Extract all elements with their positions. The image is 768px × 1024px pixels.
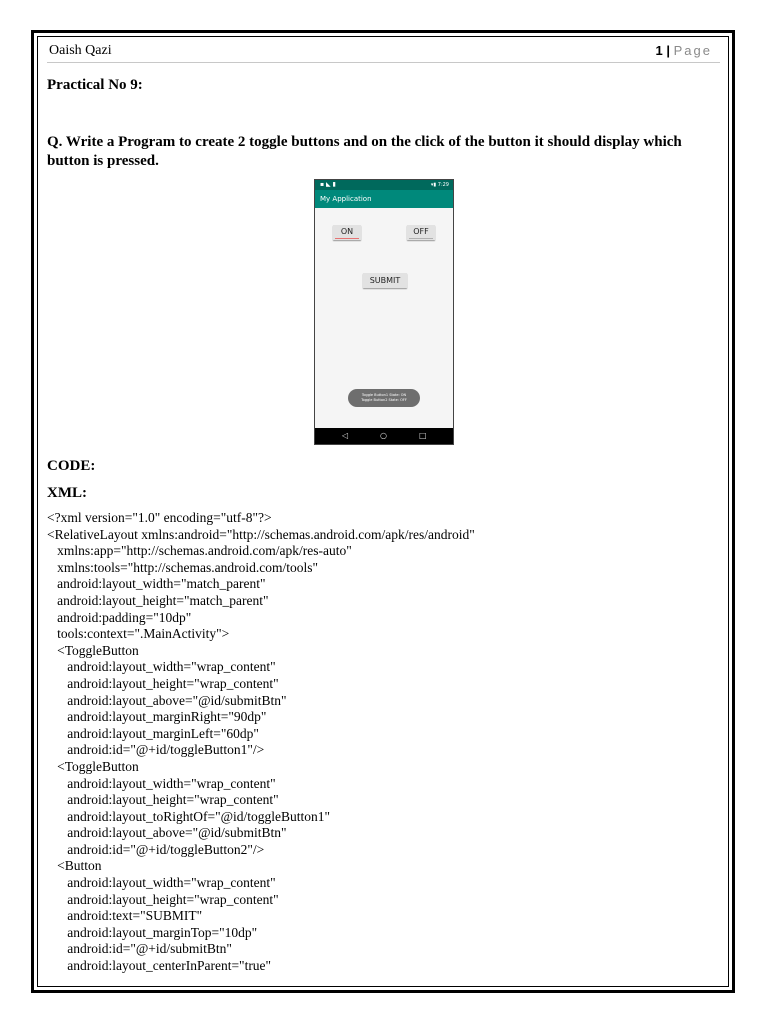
code-line: android:id="@+id/submitBtn": [47, 941, 232, 957]
code-line: xmlns:tools="http://schemas.android.com/tools": [47, 559, 318, 575]
code-line: tools:context=".MainActivity">: [47, 626, 230, 642]
phone-screenshot: [314, 179, 454, 445]
author-name: Oaish Qazi: [49, 43, 112, 58]
code-line: android:layout_height="wrap_content": [47, 792, 279, 808]
code-line: <?xml version="1.0" encoding="utf-8"?>: [47, 510, 272, 525]
code-line: android:layout_height="match_parent": [47, 592, 269, 608]
toast-line-1: Toggle Button1 State: ON: [361, 393, 407, 397]
code-line: android:padding="10dp": [47, 609, 192, 625]
code-line: android:layout_above="@id/submitBtn": [47, 825, 287, 841]
toast-message: [348, 389, 420, 407]
code-line: <Button: [47, 858, 102, 874]
code-line: android:layout_above="@id/submitBtn": [47, 692, 287, 708]
page-label: Page: [673, 43, 712, 58]
code-heading: CODE:: [47, 458, 96, 474]
toggle-button-1-label: ON: [340, 227, 354, 236]
back-icon[interactable]: ◁: [342, 431, 349, 440]
code-line: android:layout_height="wrap_content": [47, 675, 279, 691]
code-line: android:id="@+id/toggleButton2"/>: [47, 841, 265, 857]
code-line: android:layout_width="wrap_content": [47, 659, 276, 675]
app-bar: [315, 190, 453, 208]
nav-bar: [315, 428, 453, 444]
page-number: [656, 43, 712, 58]
code-block: [47, 510, 475, 975]
recent-apps-icon[interactable]: □: [419, 431, 427, 440]
code-line: android:layout_marginTop="10dp": [47, 924, 258, 940]
toggle-button-2[interactable]: [407, 225, 435, 240]
toggle-button-1[interactable]: [333, 225, 361, 240]
status-bar: [315, 180, 453, 190]
page-number-value: 1: [655, 43, 663, 58]
code-line: <ToggleButton: [47, 758, 139, 774]
status-icons-left: ▪ ◣ ▮: [320, 181, 336, 188]
code-line: android:layout_width="match_parent": [47, 576, 266, 592]
toggle-on-indicator: [335, 238, 359, 239]
code-line: android:layout_width="wrap_content": [47, 875, 276, 891]
code-line: android:layout_marginLeft="60dp": [47, 725, 259, 741]
page-number-separator: |: [662, 43, 674, 58]
code-line: <ToggleButton: [47, 642, 139, 658]
code-line: android:layout_toRightOf="@id/toggleButton1": [47, 808, 331, 824]
status-icons-right: ▾▮ 7:29: [430, 182, 449, 188]
submit-button[interactable]: SUBMIT: [363, 273, 407, 288]
code-line: <RelativeLayout xmlns:android="http://schemas.android.com/apk/res/android": [47, 526, 475, 542]
page-header: [47, 42, 720, 63]
toggle-button-2-label: OFF: [413, 227, 429, 236]
app-title: My Application: [320, 195, 372, 203]
practical-title: Practical No 9:: [47, 77, 143, 93]
code-line: xmlns:app="http://schemas.android.com/apk/res-auto": [47, 543, 352, 559]
toggle-off-indicator: [409, 238, 433, 239]
code-line: android:layout_width="wrap_content": [47, 775, 276, 791]
toast-line-2: Toggle Button2 State: OFF: [361, 398, 407, 402]
home-icon[interactable]: ○: [380, 431, 387, 440]
code-line: android:layout_height="wrap_content": [47, 891, 279, 907]
question-text: Q. Write a Program to create 2 toggle buttons and on the click of the button it should display which button is pressed.: [47, 134, 682, 169]
code-line: android:text="SUBMIT": [47, 908, 203, 924]
code-line: android:layout_centerInParent="true": [47, 958, 272, 974]
code-line: android:layout_marginRight="90dp": [47, 709, 267, 725]
xml-heading: XML:: [47, 485, 87, 501]
code-line: android:id="@+id/toggleButton1"/>: [47, 742, 265, 758]
